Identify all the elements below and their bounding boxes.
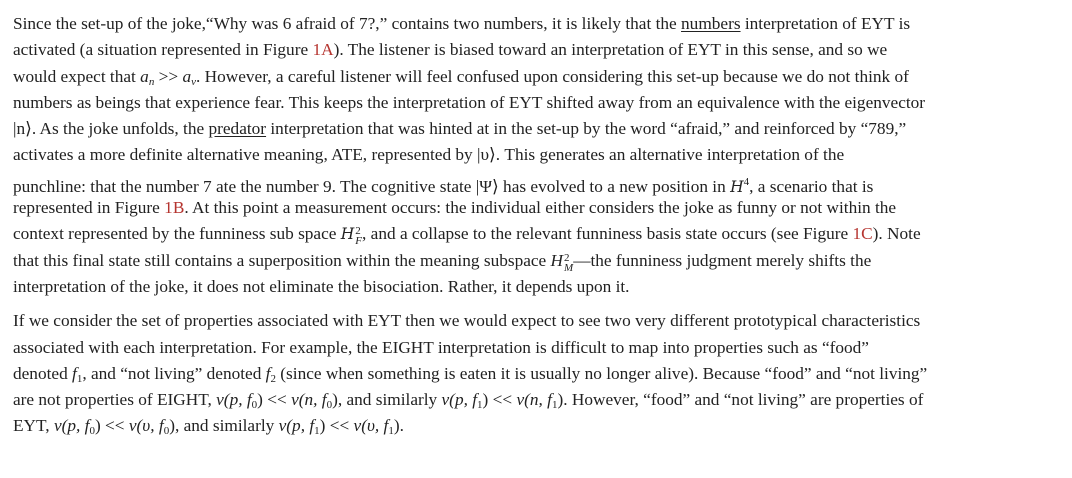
math-expression: v(υ, f [353, 416, 389, 436]
hilbert-space-symbol: H [340, 225, 355, 244]
text-line [13, 361, 1058, 387]
text-run: activated (a situation represented in Figure [13, 40, 313, 60]
math-expression: v(p, f [216, 390, 252, 410]
text-run: ). Note [872, 224, 921, 244]
text-run: that this final state still contains a superposition within the meaning subspace [13, 250, 551, 270]
text-line: interpretation of the joke, it does not eliminate the bisociation. Rather, it depends upon it. [13, 276, 630, 296]
math-operator: << [100, 416, 129, 436]
ket-psi: |Ψ⟩ [475, 176, 499, 196]
text-run: interpretation of EYT is [740, 14, 911, 33]
math-subscript: 0 [89, 425, 95, 438]
text-run: has evolved to a new position in [498, 176, 731, 196]
math-paren: ) [257, 390, 263, 410]
math-f: f [72, 363, 77, 383]
math-subscript: 0 [251, 399, 258, 412]
text-run: represented in Figure [13, 198, 165, 218]
text-run: , a scenario that is [749, 176, 874, 196]
paragraph-1 [13, 11, 1058, 300]
text-line [13, 11, 1058, 37]
math-h-symbol: H [550, 250, 564, 270]
text-run: . As the joke unfolds, the [31, 119, 209, 139]
math-operator: >> [154, 66, 183, 86]
text-run: , and similarly [174, 416, 279, 436]
math-paren: ) [94, 416, 101, 436]
text-line: numbers as beings that experience fear. This keeps the interpretation of EYT shifted away from an equivalence with the eigenvector [13, 92, 926, 112]
text-line [13, 116, 1058, 142]
text-run: , and “not living” denoted [82, 363, 266, 383]
math-paren: ) [319, 416, 326, 436]
text-run: Since the set-up of the joke,“Why was 6 afraid of 7?,” contains two numbers, it is likely that the [13, 14, 682, 33]
math-expression: v(n, f [516, 390, 552, 410]
text-line [13, 413, 1058, 439]
math-subscript: M [564, 261, 574, 274]
math-subscript: 0 [326, 399, 333, 412]
math-expression: v(p, f [53, 416, 90, 436]
math-paren: ) [332, 390, 338, 410]
text-line [13, 248, 1058, 274]
math-operator: << [488, 390, 517, 410]
text-run: ). The listener is biased toward an interpretation of EYT in this sense, and so we [333, 40, 888, 60]
math-superscript: 2 [564, 251, 570, 264]
math-subscript: 1 [388, 425, 394, 438]
text-run: . At this point a measurement occurs: the individual either considers the joke as funny or not within the [184, 198, 897, 218]
text-run: punchline: that the number 7 ate the number 9. The cognitive state [13, 176, 476, 196]
math-expression: v(n, f [291, 390, 327, 410]
text-run: —the funniness judgment merely shifts the [573, 250, 872, 270]
math-a: a [182, 66, 192, 86]
math-subscript: n [148, 75, 155, 88]
math-operator: << [262, 390, 292, 410]
math-subscript: 1 [477, 399, 483, 412]
text-run: . However, “food” and “not living” are properties of [563, 390, 924, 410]
text-run: (since when something is eaten it is usually no longer alive). Because “food” and “not living” [275, 363, 928, 383]
math-subsup [564, 253, 573, 273]
text-line: associated with each interpretation. For example, the EIGHT interpretation is difficult to map into properties such as “food” [13, 337, 869, 357]
math-operator: << [325, 416, 354, 436]
math-subscript: 2 [270, 372, 276, 385]
text-line [13, 142, 1058, 168]
text-run: denoted [13, 363, 73, 383]
ket-n: |n⟩ [13, 119, 32, 139]
math-subscript: v [191, 75, 196, 88]
text-run: . [399, 416, 404, 436]
text-line: If we consider the set of properties associated with EYT then we would expect to see two very different prototypical characteristics [13, 311, 921, 331]
math-superscript: 4 [743, 175, 750, 188]
math-subscript: 1 [314, 425, 320, 438]
math-expression: v(p, f [441, 390, 478, 410]
text-run: EYT, [13, 416, 54, 436]
math-paren: ) [169, 416, 175, 436]
math-expression: v(p, f [278, 416, 315, 436]
text-run: . However, a careful listener will feel confused upon considering this set-up because we do not think of [195, 66, 909, 86]
text-run: would expect that [13, 66, 141, 86]
text-run: interpretation that was hinted at in the set-up by the word “afraid,” and reinforced by “789,” [266, 119, 907, 139]
math-expression: v(υ, f [128, 416, 164, 436]
text-run: , and similarly [337, 390, 442, 410]
math-a: a [140, 66, 149, 86]
math-subscript: 1 [551, 399, 558, 412]
text-line [13, 195, 1058, 221]
predator-term-link[interactable]: predator [208, 119, 267, 139]
math-paren: ) [482, 390, 489, 410]
figure-1c-link[interactable]: 1C [852, 224, 873, 244]
math-subscript: 0 [163, 425, 170, 438]
text-line [13, 37, 1058, 63]
math-paren: ) [393, 416, 400, 436]
math-subscript: 1 [76, 372, 83, 385]
text-line [13, 64, 1058, 90]
math-paren: ) [557, 390, 564, 410]
numbers-term-link[interactable]: numbers [681, 14, 741, 33]
text-line [13, 221, 1058, 247]
text-run: . This generates an alternative interpretation of the [495, 145, 845, 165]
text-run: context represented by the funniness sub space [13, 224, 341, 244]
math-superscript: 2 [355, 225, 361, 238]
ket-v: |υ⟩ [477, 145, 496, 165]
hilbert-space-symbol: H [730, 177, 744, 196]
figure-1a-link[interactable]: 1A [312, 40, 334, 60]
figure-1b-link[interactable]: 1B [164, 198, 185, 218]
text-line [13, 169, 1058, 195]
math-subscript: F [355, 235, 363, 248]
text-run: , and a collapse to the relevant funniness basis state occurs (see Figure [362, 224, 853, 244]
math-f: f [265, 363, 271, 383]
text-line [13, 387, 1058, 413]
text-run: are not properties of EIGHT, [13, 390, 217, 410]
text-run: activates a more definite alternative meaning, ATE, represented by [13, 145, 478, 165]
paragraph-2 [13, 308, 1058, 439]
